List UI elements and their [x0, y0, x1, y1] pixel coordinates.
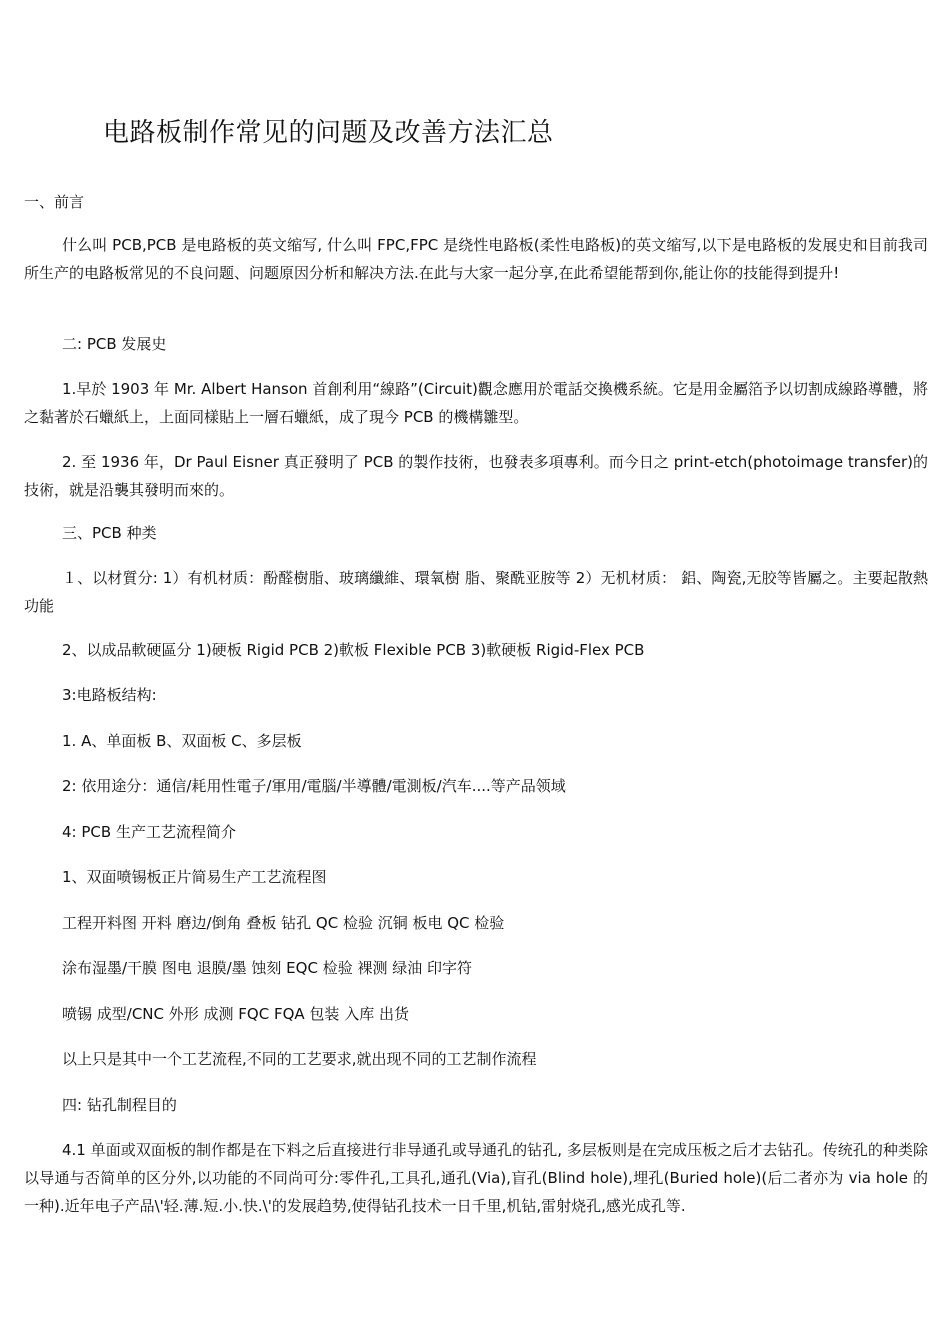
paragraph-drilling: 4.1 单面或双面板的制作都是在下料之后直接进行非导通孔或导通孔的钻孔, 多层板则是在完成压板之后才去钻孔。传统孔的种类除以导通与否简单的区分外,以功能的不同尚可分:零件孔,工具孔,通孔(Via),盲孔(Blind hole),埋孔(Buried hole)(后二者亦为 via hole 的一种).近年电子产品\'轻.薄.短.小.快.\'的发展趋势,使得钻孔技术一日千里,机钻,雷射烧孔,感光成孔等. [24, 1141, 928, 1215]
paragraph-material-types: １、以材質分: 1）有机材质：酚醛樹脂、玻璃纖維、環氧樹 脂、聚酰亚胺等 2）无机材质： 鋁、陶瓷,无胶等皆屬之。主要起散熱功能 [24, 569, 928, 615]
section-heading-history: 二: PCB 发展史 [62, 335, 167, 353]
paragraph-process-note: 以上只是其中一个工艺流程,不同的工艺要求,就出现不同的工艺制作流程 [62, 1050, 537, 1068]
section-heading-preface: 一、前言 [24, 193, 85, 211]
section-heading-structure: 3:电路板结构: [62, 686, 157, 704]
section-heading-process: 4: PCB 生产工艺流程简介 [62, 823, 236, 841]
process-flow-line-3: 喷锡 成型/CNC 外形 成测 FQC FQA 包装 入库 出货 [62, 1005, 409, 1023]
paragraph-history-1936: 2. 至 1936 年，Dr Paul Eisner 真正發明了 PCB 的製作技術，也發表多項專利。而今日之 print-etch(photoimage transfer)的技術，就是沿襲其發明而來的。 [24, 453, 928, 499]
section-heading-types: 三、PCB 种类 [62, 524, 157, 542]
process-flow-line-2: 涂布湿墨/干膜 图电 退膜/墨 蚀刻 EQC 检验 裸测 绿油 印字符 [62, 959, 473, 977]
process-flow-line-1: 工程开料图 开料 磨边/倒角 叠板 钻孔 QC 检验 沉铜 板电 QC 检验 [62, 914, 505, 932]
paragraph-history-1903: 1.早於 1903 年 Mr. Albert Hanson 首創利用“線路”(Circuit)觀念應用於電話交換機系統。它是用金屬箔予以切割成線路導體，將之黏著於石蠟紙上，上面同樣貼上一層石蠟紙，成了現今 PCB 的機構雛型。 [24, 380, 928, 426]
paragraph-intro: 什么叫 PCB,PCB 是电路板的英文缩写, 什么叫 FPC,FPC 是绕性电路板(柔性电路板)的英文缩写,以下是电路板的发展史和目前我司所生产的电路板常见的不良问题、问题原因分析和解决方法.在此与大家一起分享,在此希望能帮到你,能让你的技能得到提升! [24, 236, 928, 282]
paragraph-layer-types: 1. A、单面板 B、双面板 C、多层板 [62, 732, 302, 750]
document-title: 电路板制作常见的问题及改善方法汇总 [103, 118, 554, 148]
paragraph-usage-types: 2: 依用途分：通信/耗用性電子/軍用/電腦/半導體/電測板/汽车....等产品领域 [62, 777, 566, 795]
section-heading-drilling: 四: 钻孔制程目的 [62, 1096, 177, 1114]
paragraph-process-title: 1、双面喷锡板正片简易生产工艺流程图 [62, 868, 327, 886]
paragraph-rigidity-types: 2、以成品軟硬區分 1)硬板 Rigid PCB 2)軟板 Flexible PCB 3)軟硬板 Rigid-Flex PCB [62, 641, 645, 659]
